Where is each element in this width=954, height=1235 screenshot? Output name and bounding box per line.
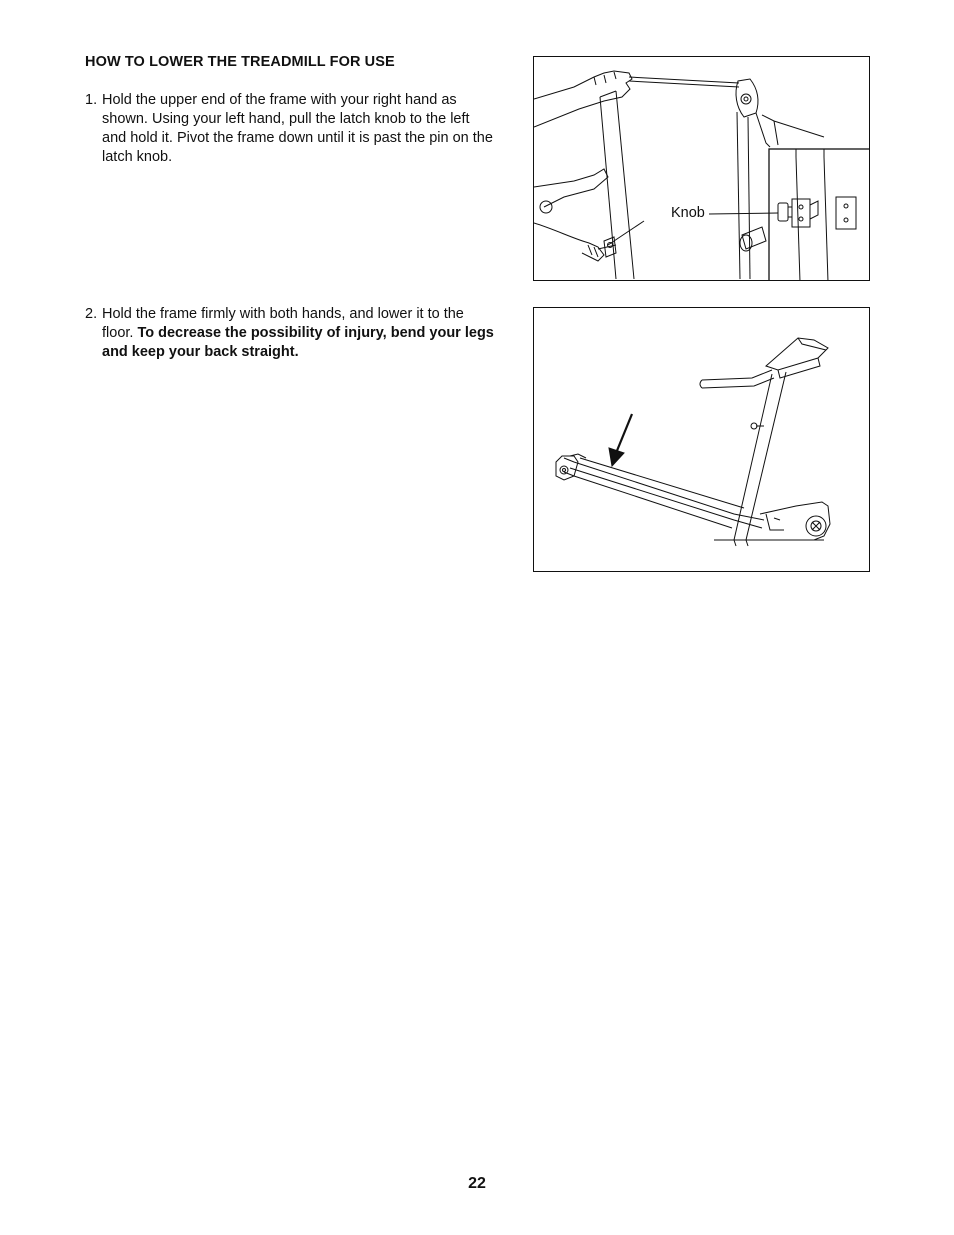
- step-text: [102, 91, 497, 167]
- step-text-regular: Hold the frame firmly with both hands, and lower it to the floor.: [102, 306, 464, 341]
- step-2: [85, 305, 497, 362]
- knob-callout-label: Knob: [671, 205, 705, 221]
- step-text-regular: Hold the upper end of the frame with your right hand as shown. Using your left hand, pull the latch knob to the left and hold it. Pivot the frame down until it is past the pin on the latch knob.: [102, 92, 493, 165]
- step-text-warning: To decrease the possibility of injury, bend your legs and keep your back straight.: [102, 325, 494, 360]
- figure-latch-knob: [533, 56, 870, 281]
- step-1: [85, 91, 497, 167]
- step-number: 2.: [85, 306, 98, 322]
- step-text: [102, 305, 497, 362]
- latch-knob-illustration: [534, 57, 870, 281]
- figure-lowering-treadmill: [533, 307, 870, 572]
- lowering-treadmill-illustration: [534, 308, 870, 572]
- section-heading: HOW TO LOWER THE TREADMILL FOR USE: [85, 54, 395, 70]
- page-number: 22: [468, 1175, 486, 1192]
- step-number: 1.: [85, 92, 98, 108]
